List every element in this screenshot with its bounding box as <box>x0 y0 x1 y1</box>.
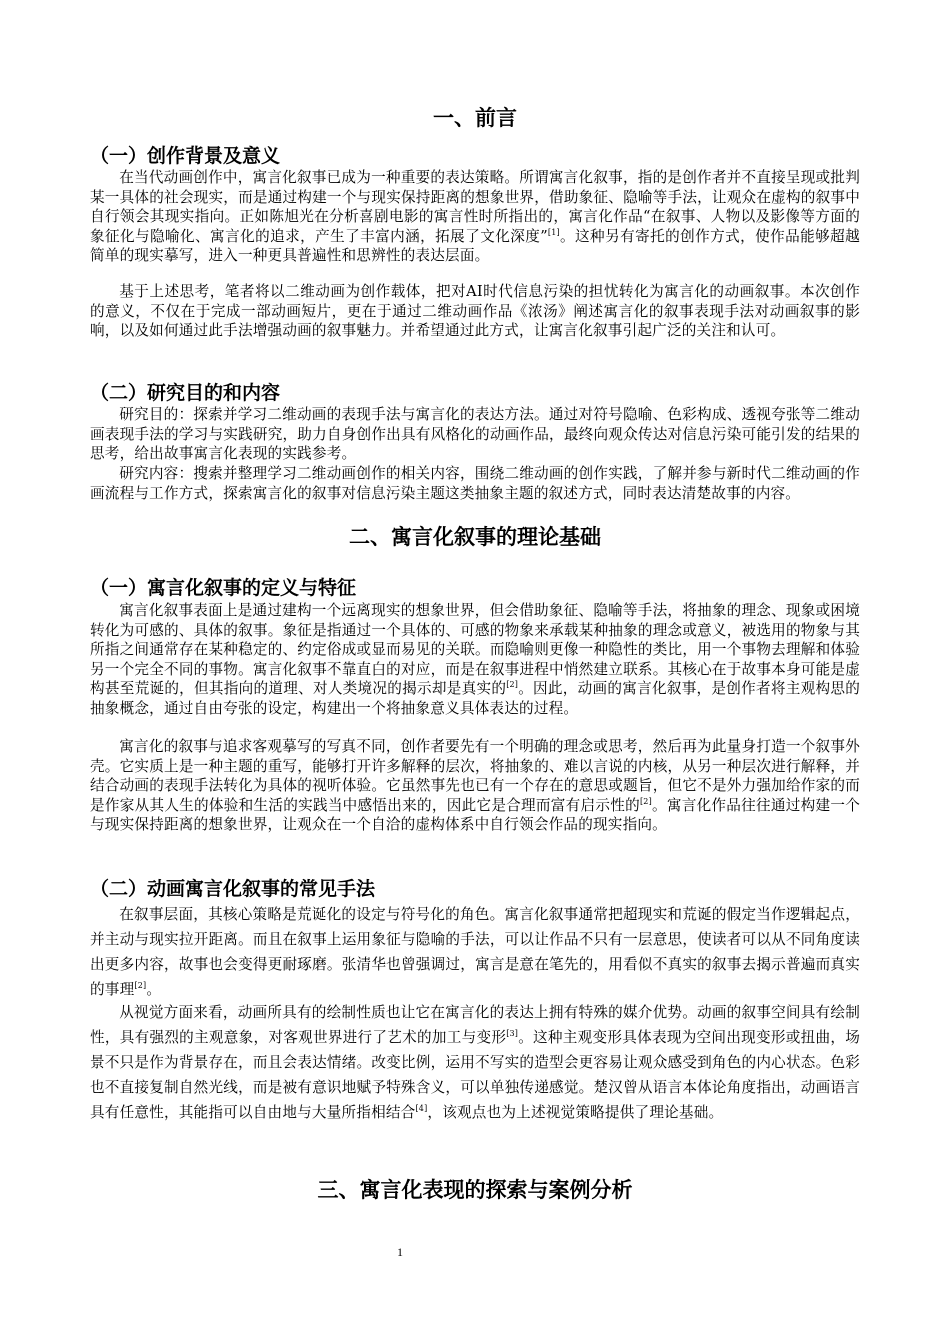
paragraph-text: 。这种另有寄托的创作方式，使作品能够超越简单的现实摹写，进入一种更具普遍性和思辨性的表达层面。 <box>90 227 860 264</box>
paragraph-techniques-2 <box>90 1000 860 1125</box>
paragraph-purpose-1: 研究目的：探索并学习二维动画的表现手法与寓言化的表达方法。通过对符号隐喻、色彩构成、透视夸张等二维动画表现手法的学习与实践研究，助力自身创作出具有风格化的动画作品，最终向观众传达对信息污染可能引发的结果的思考，给出故事寓言化表现的实践参考。 <box>90 406 860 462</box>
citation-ref: [4] <box>415 1104 428 1113</box>
paragraph-background-2: 基于上述思考，笔者将以二维动画为创作载体，把对AI时代信息污染的担忧转化为寓言化的动画叙事。本次创作的意义，不仅在于完成一部动画短片，更在于通过二维动画作品《浓汤》阐述寓言化的叙事表现手法对动画叙事的影响，以及如何通过此手法增强动画的叙事魅力。并希望通过此方式，让寓言化叙事引起广泛的关注和认可。 <box>90 283 860 339</box>
paragraph-text: 寓言化叙事表面上是通过建构一个远离现实的想象世界，但会借助象征、隐喻等手法，将抽象的理念、现象或困境转化为可感的、具体的叙事。象征是指通过一个具体的、可感的物象来承载某种抽象的理念或意义，被选用的物象与其所指之间通常存在某种稳定的、约定俗成或显而易见的关联。而隐喻则更像一种隐性的类比，用一个事物去理解和体验另一个完全不同的事物。寓言化叙事不靠直白的对应，而是在叙事进程中悄然建立联系。其核心在于故事本身可能是虚构甚至荒诞的，但其指向的道理、对人类境况的揭示却是真实的 <box>90 602 860 697</box>
citation-ref: [2] <box>134 981 147 990</box>
paragraph-text: 从视觉方面来看，动画所具有的绘制性质也让它在寓言化的表达上拥有特殊的媒介优势。动画的叙事空间具有绘制性，具有强烈的主观意象，对客观世界进行了艺术的加工与变形 <box>90 1004 860 1046</box>
paragraph-techniques-1 <box>90 902 860 1002</box>
section-heading-theory: 二、寓言化叙事的理论基础 <box>349 525 601 549</box>
section-heading-cases: 三、寓言化表现的探索与案例分析 <box>317 1178 633 1202</box>
paragraph-text: 在叙事层面，其核心策略是荒诞化的设定与符号化的角色。寓言化叙事通常把超现实和荒诞的假定当作逻辑起点，并主动与现实拉开距离。而且在叙事上运用象征与隐喻的手法，可以让作品不只有一层意思，使读者可以从不同角度读出更多内容，故事也会变得更耐琢磨。张清华也曾强调过，寓言是意在笔先的，用看似不真实的叙事去揭示普遍而真实的事理 <box>90 906 860 998</box>
paragraph-text: 。寓言化作品往往通过构建一个与现实保持距离的想象世界，让观众在一个自洽的虚构体系中自行领会作品的现实指向。 <box>90 796 860 833</box>
subsection-heading-purpose: （二）研究目的和内容 <box>90 382 281 404</box>
citation-ref: [2] <box>506 680 519 689</box>
paragraph-definition-1 <box>90 601 860 718</box>
paragraph-text: ，该观点也为上述视觉策略提供了理论基础。 <box>427 1104 724 1121</box>
citation-ref: [3] <box>506 1029 519 1038</box>
paragraph-text: 。 <box>146 981 162 998</box>
paragraph-text: 。这种主观变形具体表现为空间出现变形或扭曲，场景不只是作为背景存在，而且会表达情绪。改变比例，运用不写实的造型会更容易让观众感受到角色的内心状态。色彩也不直接复制自然光线，而是被有意识地赋予特殊含义，可以单独传递感觉。楚汉曾从语言本体论角度指出，动画语言具有任意性，其能指可以自由地与大量所指相结合 <box>90 1029 860 1121</box>
citation-ref: [1] <box>547 227 560 237</box>
page-number: 1 <box>397 1245 403 1259</box>
subsection-heading-background: （一）创作背景及意义 <box>90 145 281 167</box>
paragraph-purpose-2: 研究内容：搜索并整理学习二维动画创作的相关内容，围绕二维动画的创作实践，了解并参与新时代二维动画的作画流程与工作方式，探索寓言化的叙事对信息污染主题这类抽象主题的叙述方式，同时表达清楚故事的内容。 <box>90 465 860 502</box>
paragraph-definition-2 <box>90 737 860 835</box>
subsection-heading-definition: （一）寓言化叙事的定义与特征 <box>90 577 357 599</box>
paragraph-text: 在当代动画创作中，寓言化叙事已成为一种重要的表达策略。所谓寓言化叙事，指的是创作者并不直接呈现或批判某一具体的社会现实，而是通过构建一个与现实保持距离的想象世界，借助象征、隐喻等手法，让观众在虚构的叙事中自行领会其现实指向。正如陈旭光在分析喜剧电影的寓言性时所指出的，寓言化作品“在叙事、人物以及影像等方面的象征化与隐喻化、寓言化的追求，产生了丰富内涵，拓展了文化深度” <box>90 169 860 245</box>
paragraph-text: 寓言化的叙事与追求客观摹写的写真不同，创作者要先有一个明确的理念或思考，然后再为此量身打造一个叙事外壳。它实质上是一种主题的重写，能够打开许多解释的层次，将抽象的、难以言说的内核，从另一种层次进行解释，并结合动画的表现手法转化为具体的视听体验。它虽然事先也已有一个存在的意思或题旨，但它不是外力强加给作家的而是作家从其人生的体验和生活的实践当中感悟出来的，因此它是合理而富有启示性的 <box>90 738 860 814</box>
subsection-heading-techniques: （二）动画寓言化叙事的常见手法 <box>90 878 376 900</box>
paragraph-text: 。因此，动画的寓言化叙事，是创作者将主观构思的抽象概念，通过自由夸张的设定，构建出一个将抽象意义具体表达的过程。 <box>90 680 860 717</box>
section-heading-intro: 一、前言 <box>433 106 517 130</box>
paragraph-background-1 <box>90 168 860 266</box>
citation-ref: [2] <box>639 796 652 806</box>
